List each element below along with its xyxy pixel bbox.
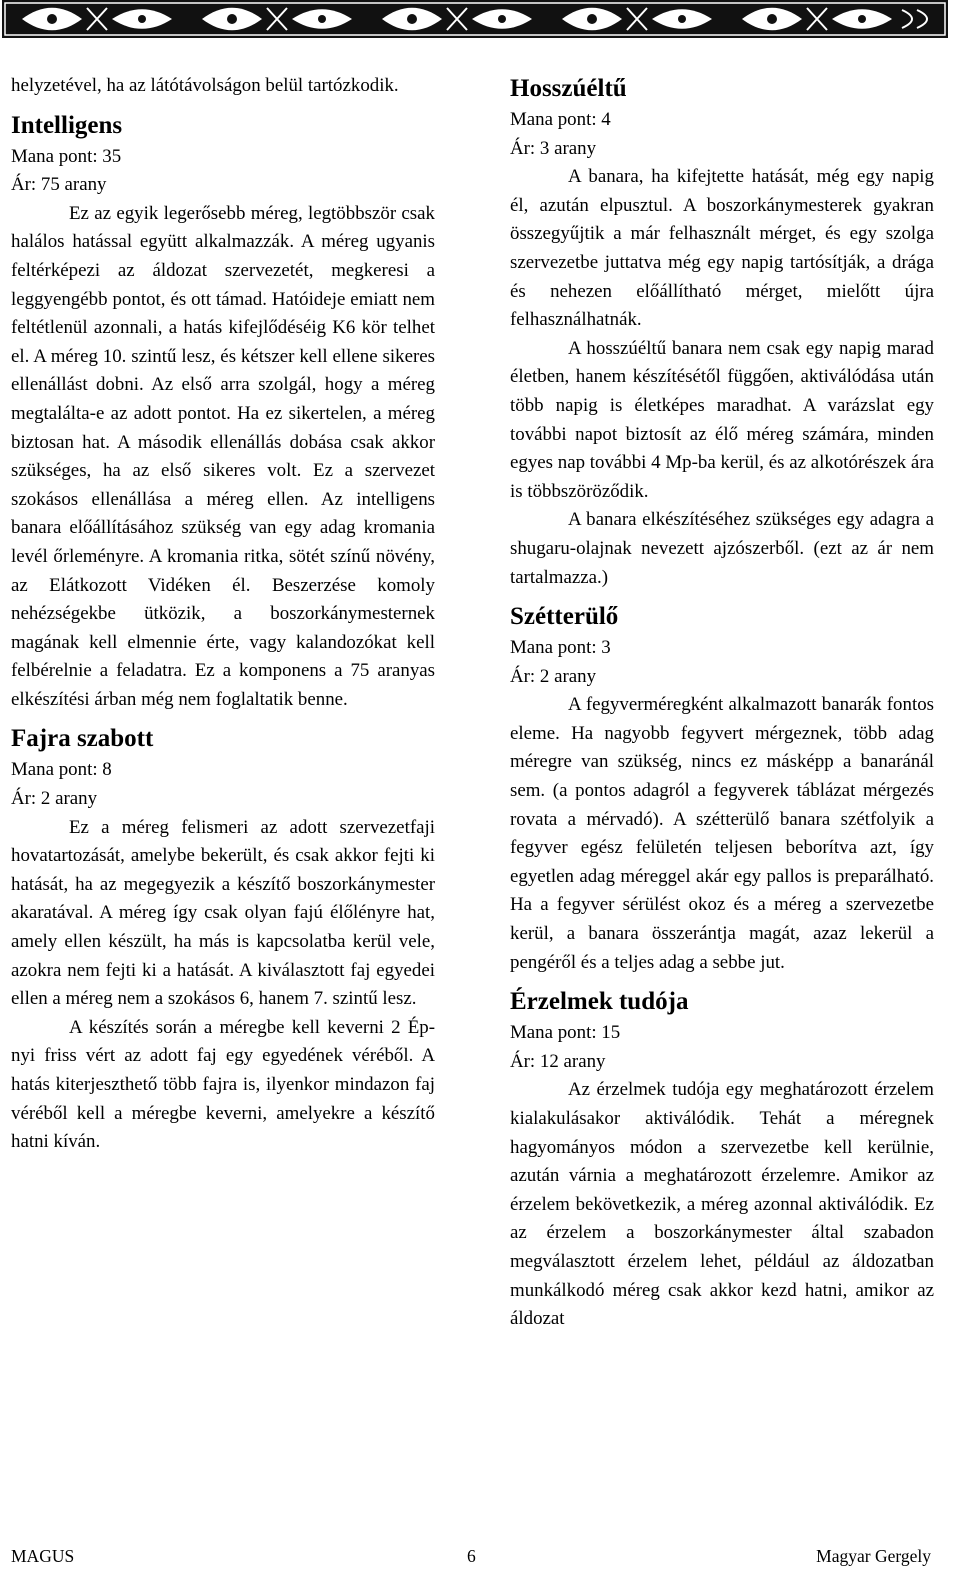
page-number: 6 <box>467 1546 476 1566</box>
section-title-intelligens: Intelligens <box>11 111 123 139</box>
section-paragraph: A banara, ha kifejtette hatását, még egy napig él, azután elpusztul. A boszorkánymesterek gyakran összegyűjtik a már felhasznált mérget, és egy szolga szervezetbe juttatva még egy napig tartósítják, a drága és nehezen előállítható mérget, mielőtt újra felhasználhatnák. <box>510 166 934 331</box>
section-title-szetterulo: Szétterülő <box>510 603 619 631</box>
continuation-text: helyzetével, ha az látótávolságon belül tartózkodik. <box>11 75 399 96</box>
ornamental-header-banner <box>2 0 948 38</box>
page-footer <box>11 1546 931 1570</box>
section-paragraph: A készítés során a méregbe kell keverni 2 Ép-nyi friss vért az adott faj egy egyedének véréből. A hatás kiterjeszthető több fajra is, ilyenkor mindazon faj véréből kell a méregbe keverni, amelyekre a készítő hatni kíván. <box>11 1016 435 1153</box>
mana-cost: Mana pont: 15 <box>510 1022 621 1044</box>
section-paragraph: Az érzelmek tudója egy meghatározott érzelem kialakulásakor aktiválódik. Tehát a méregnek hagyományos módon a szervezetbe kell kerülnie, azután várnia a meghatározott érzelemre. Amikor az érzelem bekövetkezik, a méreg azonnal aktiválódik. Ez az érzelem a boszorkánymester által szabadon megválasztott érzelem lehet, például az áldozatban munkálkodó méreg csak akkor kezd hatni, amikor az áldozat <box>510 1079 934 1330</box>
section-title-erzelmek-tudoja: Érzelmek tudója <box>510 988 689 1016</box>
price: Ár: 2 arany <box>510 665 597 687</box>
price: Ár: 2 arany <box>11 788 98 810</box>
mana-cost: Mana pont: 35 <box>11 145 122 167</box>
right-column <box>510 72 934 1334</box>
price: Ár: 3 arany <box>510 137 597 159</box>
section-paragraph: A hosszúéltű banara nem csak egy napig marad életben, hanem készítésétől függően, aktiválódása után több napig is életképes maradhat. A varázslat egy további napot biztosít az élő méreg számára, minden egyes nap további 4 Mp-ba kerül, és az alkotórészek ára is többszöröződik. <box>510 337 934 502</box>
footer-author: Magyar Gergely <box>816 1546 931 1566</box>
section-paragraph: Ez az egyik legerősebb méreg, legtöbbször csak halálos hatással együtt alkalmazzák. A méreg ugyanis feltérképezi az áldozat szervezetét, megkeresi a leggyengébb pontot, és ott támad. Hatóideje emiatt nem feltétlenül azonnali, a hatás kifejlődéséig K6 kör telhet el. A méreg 10. szintű lesz, és kétszer kell ellene sikeres ellenállást dobni. Az első arra szolgál, hogy a méreg megtalálta-e az adott pontot. Ha ez sikertelen, a méreg biztosan hat. A második ellenállás dobása csak akkor szükséges, ha az első sikeres volt. Ez a szervezet szokásos ellenállása a méreg ellen. Az intelligens banara előállításához szükség van egy adag kromania levél őrleményre. A kromania ritka, sötét színű növény, az Elátkozott Vidéken él. Beszerzése komoly nehézségekbe ütközik, a boszorkánymesternek magának kell elmennie érte, vagy kalandozókat kell felbérelnie a feladatra. Ez a komponens a 75 aranyas elkészítési árban még nem foglaltatik benne. <box>11 202 435 710</box>
footer-title: MAGUS <box>11 1546 75 1566</box>
mana-cost: Mana pont: 8 <box>11 759 112 781</box>
mana-cost: Mana pont: 4 <box>510 109 611 130</box>
left-column <box>11 72 435 1157</box>
section-paragraph: A banara elkészítéséhez szükséges egy adagra a shugaru-olajnak nevezett ajzószerből. (ezt az ár nem tartalmazza.) <box>510 509 934 588</box>
section-title-fajra-szabott: Fajra szabott <box>11 725 154 753</box>
price: Ár: 75 arany <box>11 174 107 196</box>
price: Ár: 12 arany <box>510 1050 606 1072</box>
section-paragraph: A fegyverméregként alkalmazott banarák fontos eleme. Ha nagyobb fegyvert mérgeznek, több adag méregre van szükség, nincs ez másképp a banaránál sem. (a pontos adagról a fegyverek táblázat mérgezés rovata a mérvadó). A szétterülő banara szétfolyik a fegyver egész felületén teljesen beborítva azt, így egyetlen adag méreggel akár egy pallos is preparálható. Ha a fegyver sérülést okoz és a méreg a szervezetbe kerül, a banara összerántja magát, azaz lekerül a pengéről és a teljes adag a sebbe jut. <box>510 694 934 973</box>
mana-cost: Mana pont: 3 <box>510 637 611 659</box>
section-title-hosszueltu: Hosszúéltű <box>510 75 627 102</box>
section-paragraph: Ez a méreg felismeri az adott szervezetfaji hovatartozását, amelybe bekerült, és csak akkor fejti ki hatását, ha az megegyezik a készítő boszorkánymester akaratával. A méreg így csak olyan fajú élőlényre hat, amely ellen készült, ha más is kapcsolatba kerül vele, azokra nem fejti ki a hatását. A kiválasztott faj egyedei ellen a méreg nem a szokásos 6, hanem 7. szintű lesz. <box>11 816 435 1010</box>
